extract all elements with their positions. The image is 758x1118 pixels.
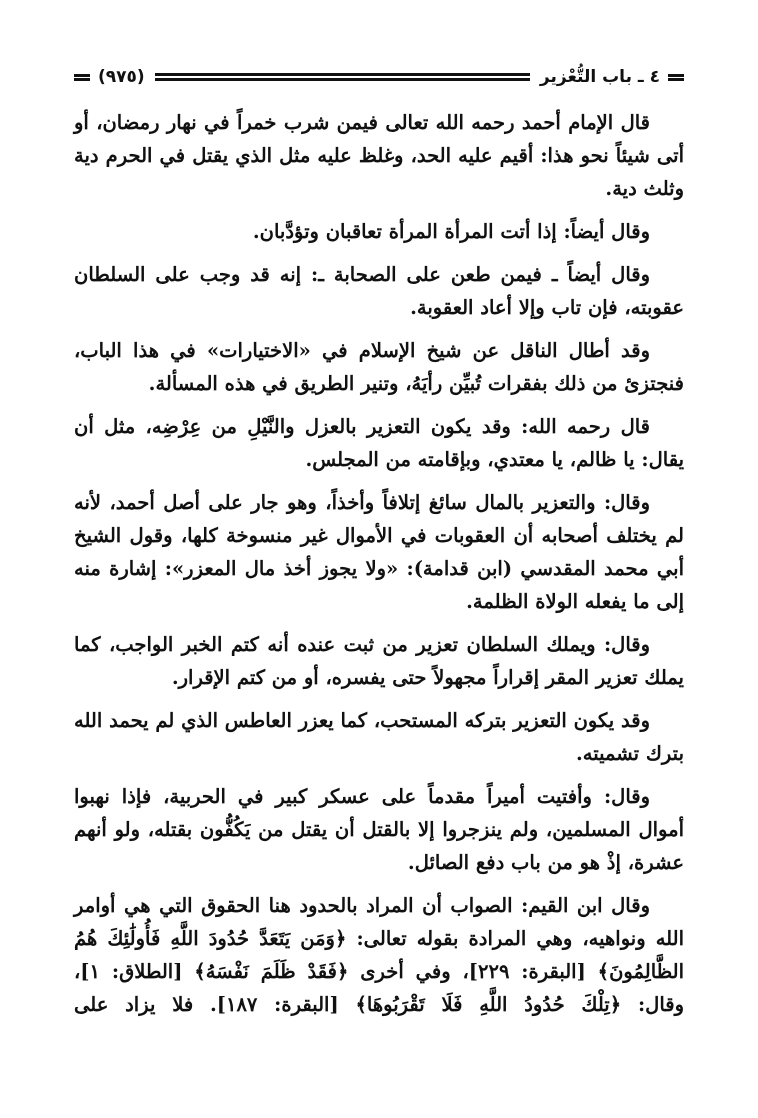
paragraph-7: وقال: ويملك السلطان تعزير من ثبت عنده أنه كتم الخبر الواجب، كما يملك تعزير المقر إقراراً مجهولاً حتى يفسره، أو من كتم الإقرار.	[74, 633, 684, 689]
header-ornament-right	[668, 74, 684, 81]
paragraph-2: وقال أيضاً: إذا أتت المرأة المرأة تعاقبان وتؤدَّبان.	[252, 220, 650, 243]
book-page	[74, 62, 684, 1102]
header-rule	[155, 73, 530, 81]
header-ornament-left	[74, 74, 90, 81]
running-header	[74, 62, 684, 92]
paragraph-8: وقد يكون التعزير بتركه المستحب، كما يعزر العاطس الذي لم يحمد الله بترك تشميته.	[74, 709, 684, 765]
paragraph-5: قال رحمه الله: وقد يكون التعزير بالعزل والنَّيْلِ من عِرْضِه، مثل أن يقال: يا ظالم، يا معتدي، وبإقامته من المجلس.	[74, 415, 684, 471]
chapter-title: ٤ ـ باب التُّعْزير	[539, 67, 660, 87]
header-page-group	[74, 67, 145, 87]
paragraph-1: قال الإمام أحمد رحمه الله تعالى فيمن شرب خمراً في نهار رمضان، أو أتى شيئاً نحو هذا: أقيم عليه الحد، وغلظ عليه مثل الذي يقتل في الحرم دية وثلث دية.	[74, 111, 684, 200]
paragraph-10: وقال ابن القيم: الصواب أن المراد بالحدود هنا الحقوق التي هي أوامر الله ونواهيه، وهي المرادة بقوله تعالى: ﴿وَمَن يَتَعَدَّ حُدُودَ اللَّهِ فَأُولَٰئِكَ هُمُ الظَّالِمُونَ﴾ [البقرة: ٢٢٩]، وفي أخرى ﴿فَقَدْ ظَلَمَ نَفْسَهُ﴾ [الطلاق: ١]، وقال: ﴿تِلْكَ حُدُودُ اللَّهِ فَلَا تَقْرَبُوهَا﴾ [البقرة: ١٨٧]. فلا يزاد على	[74, 894, 684, 1016]
page-body	[74, 106, 684, 1021]
header-title-group	[540, 67, 684, 87]
paragraph-3: وقال أيضاً ـ فيمن طعن على الصحابة ـ: إنه قد وجب على السلطان عقوبته، فإن تاب وإلا أعاد العقوبة.	[74, 263, 684, 319]
paragraph-6: وقال: والتعزير بالمال سائغ إتلافاً وأخذاً، وهو جار على أصل أحمد، لأنه لم يختلف أصحابه أن العقوبات في الأموال غير منسوخة كلها، وقول الشيخ أبي محمد المقدسي (ابن قدامة): «ولا يجوز أخذ مال المعزر»: إشارة منه إلى ما يفعله الولاة الظلمة.	[74, 491, 684, 613]
paragraph-9: وقال: وأفتيت أميراً مقدماً على عسكر كبير في الحربية، فإذا نهبوا أموال المسلمين، ولم ينزجروا إلا بالقتل أن يقتل من يَكُفُّون بقتله، ولو أنهم عشرة، إذْ هو من باب دفع الصائل.	[74, 785, 684, 874]
paragraph-4: وقد أطال الناقل عن شيخ الإسلام في «الاختيارات» في هذا الباب، فنجتزئ من ذلك بفقرات تُبيِّن رأيَهُ، وتنير الطريق في هذه المسألة.	[74, 339, 684, 395]
page-number: (٩٧٥)	[98, 67, 145, 87]
